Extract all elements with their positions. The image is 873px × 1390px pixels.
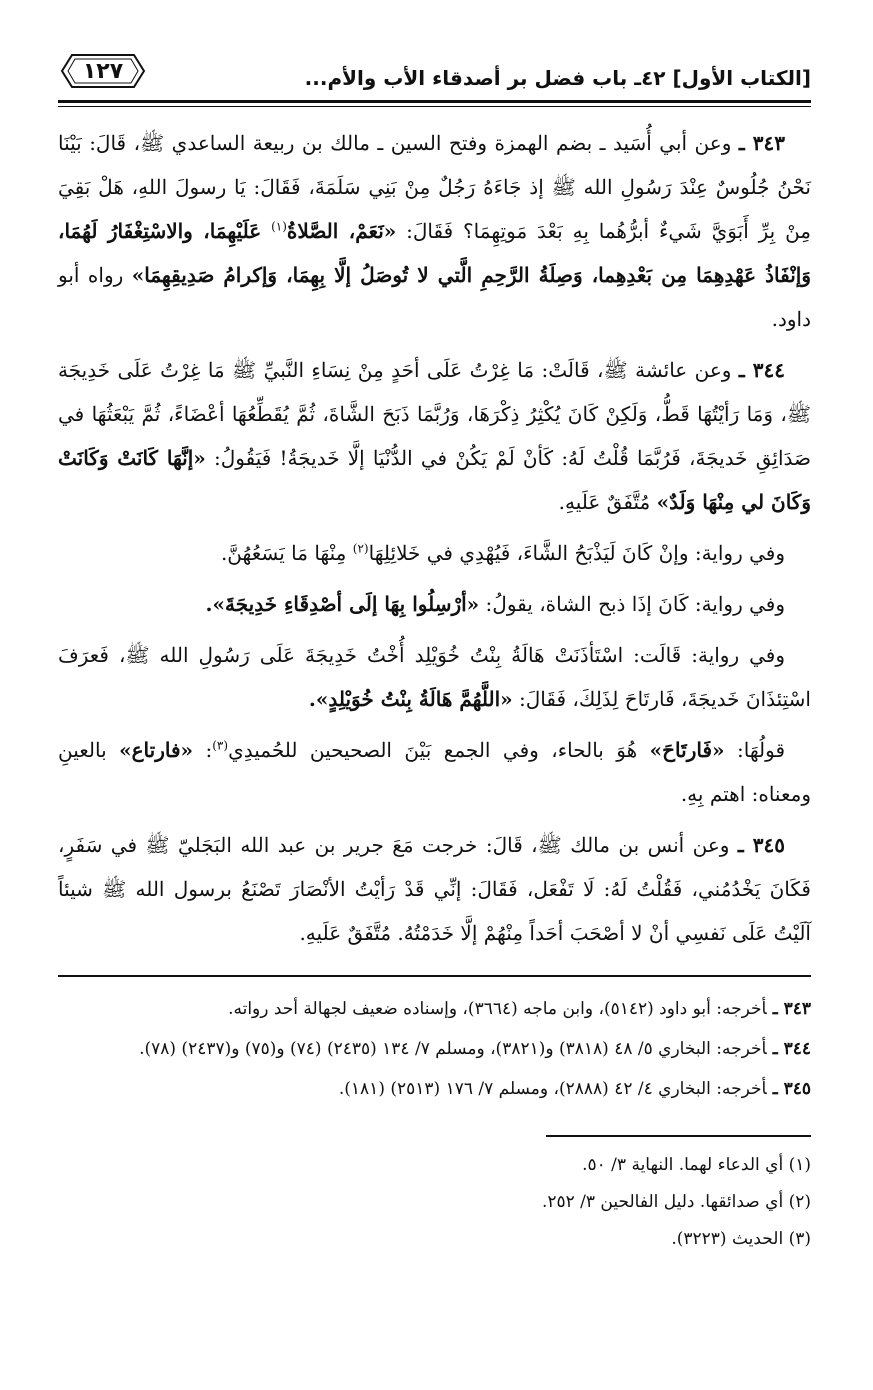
hadith-text: وعن عائشة ﷺ، قَالَتْ: مَا غِرْتُ عَلَى أحَدٍ مِنْ نِسَاءِ النَّبيِّ ﷺ مَا غِرْتُ عَلَى خَدِيجَة ﷺ، وَمَا رَأيْتُهَا قَطُّ، وَلَكِنْ كَانَ يُكْثِرُ ذِكْرَهَا، وَرُبَّمَا ذَبَحَ الشَّاةَ، ثُمَّ يُقَطِّعُهَا أعْضَاءً، ثُمَّ يَبْعَثُهَا في صَدَائِقِ خَديجَةَ، فَرُبَّمَا قُلْتُ لَهُ: كَأنْ لَمْ يَكُنْ في الدُّنْيَا إلَّا خَديجَةُ! فَيَقُولُ: — [58, 358, 811, 470]
takhrij-text: أخرجه: أبو داود (٥١٤٢)، وابن ماجه (٣٦٦٤)، وإسناده ضعيف لجهالة أحد رواته. — [228, 999, 767, 1019]
takhrij-number: ٣٤٣ ـ — [772, 999, 811, 1019]
takhrij-text: أخرجه: البخاري ٥/ ٤٨ (٣٨١٨) و(٣٨٢١)، ومسلم ٧/ ١٣٤ (٢٤٣٥) (٧٤) و(٧٥) و(٢٤٣٧) (٧٨). — [139, 1039, 767, 1059]
footnote-3: (٣) الحديث (٣٢٢٣). — [671, 1229, 811, 1249]
takhrij-item — [58, 989, 811, 1029]
footnote-ref: (١) — [271, 219, 287, 234]
takhrij-list — [58, 989, 811, 1109]
prophet-quote: «اللَّهُمَّ هَالَةُ بِنْتُ خُوَيْلِدٍ». — [308, 687, 513, 711]
colon: : — [205, 738, 213, 762]
riwaya-text: وفي رواية: كَانَ إذَا ذبح الشاة، يقولُ: — [485, 592, 785, 616]
word-2: «فارتاع» — [119, 738, 194, 762]
riwaya-text: وفي رواية: قَالَت: اسْتَأذَنَتْ هَالَةُ بِنْتُ خُوَيْلِد أُخْتُ خَدِيجَةَ عَلَى رَسُولِ الله ﷺ، فَعرَفَ اسْتِئذَانَ خَديجَةَ، فَارتَاحَ لِذَلِكَ، فَقَالَ: — [58, 643, 811, 711]
takhrij-number: ٣٤٤ ـ — [772, 1039, 811, 1059]
running-title: [الكتاب الأول] ٤٢ـ باب فضل بر أصدقاء الأب والأم... — [304, 66, 811, 90]
hadith-number: ٣٤٤ ـ — [738, 358, 786, 382]
footnote-2: (٢) أي صدائقها. دليل الفالحين ٣/ ٢٥٢. — [541, 1192, 811, 1212]
explanation-text-2: هُوَ بالحاء، وفي الجمع بَيْنَ الصحيحين للحُميدِي — [228, 738, 638, 762]
prophet-quote: «أرْسِلُوا بِهَا إلَى أصْدِقَاءِ خَدِيجَةَ». — [205, 592, 480, 616]
hadith-343 — [58, 121, 811, 341]
prophet-quote: «إنَّهَا كَانَتْ وَكَانَتْ وَكَانَ لي مِنْهَا وَلَدٌ» — [58, 446, 811, 514]
hadith-number: ٣٤٥ ـ — [737, 833, 785, 857]
footnotes-separator — [546, 1135, 811, 1137]
hadith-source: مُتَّفَقٌ عَلَيهِ. — [558, 490, 651, 514]
takhrij-text: أخرجه: البخاري ٤/ ٤٢ (٢٨٨٨)، ومسلم ٧/ ١٧٦ (٢٥١٣) (١٨١). — [338, 1079, 767, 1099]
hadith-source: رواه أبو داود. — [58, 263, 811, 331]
hadith-text: وعن أنس بن مالك ﷺ، قَالَ: خرجت مَعَ جرير بن عبد الله البَجَليّ ﷺ في سَفَرٍ، فَكَانَ يَخْدُمُني، فَقُلْتُ لَهُ: لَا تَفْعَل، فَقَالَ: إنِّي قَدْ رَأيْتُ الأنْصَارَ تَصْنَعُ برسول الله ﷺ شيئاً آلَيْتُ عَلَى نَفسِي أنْ لا أصْحَبَ أحَداً مِنْهُمْ إلَّا خَدَمْتُهُ. مُتَّفَقٌ عَلَيهِ. — [58, 833, 811, 945]
riwaya-1 — [58, 531, 811, 575]
footnote-1: (١) أي الدعاء لهما. النهاية ٣/ ٥٠. — [582, 1155, 811, 1175]
explanation — [58, 728, 811, 816]
sources-separator — [58, 975, 811, 977]
prophet-quote: «نَعَمْ، الصَّلاةُ — [286, 219, 397, 243]
header-rule — [58, 100, 811, 103]
riwaya-3 — [58, 633, 811, 721]
page-number-badge — [58, 51, 148, 91]
explanation-text: قولُهَا: — [736, 738, 786, 762]
prophet-quote-cont: عَلَيْهِمَا، والاسْتِغْفَارُ لَهُمَا، وَإنْفَاذُ عَهْدِهِمَا مِن بَعْدِهِما، وَصِلَةُ الرَّحِمِ الَّتي لا تُوصَلُ إلَّا بِهِمَا، وَإكرامُ صَدِيقِهِمَا» — [58, 219, 812, 287]
footnote-ref: (٣) — [212, 738, 229, 753]
riwaya-text-cont: مِنْهَا مَا يَسَعُهُنَّ. — [220, 541, 347, 565]
riwaya-text: وفي رواية: وإنْ كَانَ لَيَذْبَحُ الشَّاءَ، فَيُهْدِي في خَلائِلِهَا — [368, 541, 785, 565]
page-header — [58, 38, 811, 98]
riwaya-2 — [58, 582, 811, 626]
takhrij-number: ٣٤٥ ـ — [772, 1079, 811, 1099]
takhrij-item — [58, 1029, 811, 1069]
hadith-345 — [58, 823, 811, 955]
word-1: «فَارتَاحَ» — [649, 738, 725, 762]
hadith-number: ٣٤٣ ـ — [738, 131, 785, 155]
main-text — [58, 121, 811, 955]
explanation-text-3: بالعينِ ومعناه: اهتم بِهِ. — [58, 738, 811, 806]
header-rule-thin — [58, 106, 811, 107]
hadith-text: وعن أبي أُسَيد ـ بضم الهمزة وفتح السين ـ مالك بن ربيعة الساعدي ﷺ، قَالَ: بَيْنَا نَحْنُ جُلُوسٌ عِنْدَ رَسُولِ الله ﷺ إذ جَاءَهُ رَجُلٌ مِنْ بَنِي سَلَمَةَ، فَقَالَ: يَا رسولَ اللهِ، هَلْ بَقِيَ مِنْ بِرِّ أَبَوَيَّ شَيءٌ أبرُّهُما بِهِ بَعْدَ مَوتِهِمَا؟ فَقَالَ: — [58, 131, 812, 243]
takhrij-item — [58, 1069, 811, 1109]
hadith-344 — [58, 348, 811, 524]
footnotes — [58, 1147, 811, 1258]
page-number: ١٢٧ — [82, 58, 124, 84]
footnote-ref: (٢) — [352, 541, 369, 556]
